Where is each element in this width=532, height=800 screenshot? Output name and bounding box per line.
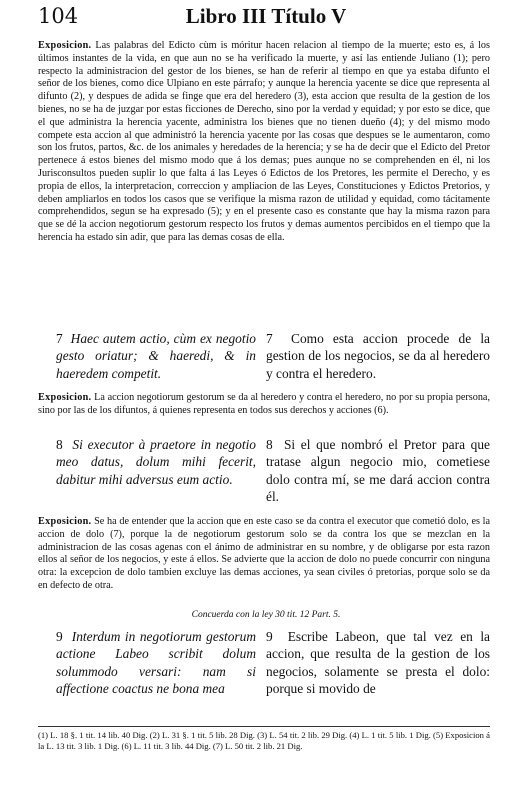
concordance-note: Concuerda con la ley 30 tit. 12 Part. 5. [191,610,341,620]
exposition-paragraph-2 [38,392,490,432]
spanish-section-8 [266,436,490,508]
running-header [38,4,494,34]
latin-section-8 [56,436,256,508]
spanish-section-9 [266,628,490,700]
spanish-text: Escribe Labeon, que tal vez en la accion, que resulta de la gestion de los negocios, solamente se presta el dolo: porque si movido de [266,629,490,697]
exposition-lead: Exposicion. [38,40,92,51]
section-number: 9 [56,629,63,644]
latin-text: Haec autem actio, cùm ex negotio gesto oriatur; & haeredi, & in haeredem competit. [56,331,256,381]
spanish-text: Como esta accion procede de la gestion de los negocios, se da al heredero y contra el heredero. [266,331,490,381]
spanish-text: Si el que nombró el Pretor para que tratase algun negocio mio, cometiese dolo contra mí, se me dará accion contra él. [266,437,490,505]
running-title: Libro III Título V [185,4,347,28]
exposition-lead: Exposicion. [38,392,92,403]
latin-text: Interdum in negotiorum gestorum actione Labeo scribit dolum solummodo versari: nam si affectione coactus ne bona mea [56,629,256,697]
exposition-paragraph-3 [38,516,490,608]
section-number: 8 [56,437,63,452]
exposition-paragraph-1 [38,40,490,322]
latin-section-7 [56,330,256,384]
footnotes: (1) L. 18 §. 1 tit. 14 lib. 40 Dig. (2) L. 31 §. 1 tit. 5 lib. 28 Dig. (3) L. 54 tit. 2 lib. 29 Dig. (4) L. 1 tit. 5 lib. 1 Dig. (5) Exposicion á la L. 13 tit. 3 lib. 1 Dig. (6) L. 11 tit. 3 lib. 44 Dig. (7) L. 50 tit. 2 lib. 21 Dig. [38,730,490,751]
exposition-text: Las palabras del Edicto cùm is móritur hacen relacion al tiempo de la muerte; esto es, á los últimos instantes de la vida, en que aun no se ha verificado la muerte, y así las entiende Juliano (1); pero respecto la administracion del gestor de los bienes, se han de referir al tiempo en que ya estaba difunto el señor de los bienes, como dice Ulpiano en este párrafo; y aunque la herencia yacente se dice que representa al difunto (2), y despues de adida se finge que era del heredero (3), esta accion que resulta de la gestion de los bienes, no se ha de juzgar por estas ficciones de Derecho, sino por la verdad y equidad; y por esto se dice, que el que administra la herencia yacente, administra los bienes que no tienen dueño (4); y del mismo modo compete esta accion al que administró la herencia yacente por las cosas que despues se le aumentaron, como son los frutos, partos, &c. de los animales y heredades de la herencia; y se ha de decir que el Edicto del Pretor pertenece á estos bienes del mismo modo que á los demas; pues aunque no se comprehenden en él, ni los Jurisconsultos pueden suplir lo que falta á las Leyes ó Edictos de los Pretores, les permite el Derecho, y es propia de ellos, la interpretacion, correccion y ampliacion de las Leyes, Constituciones y Edictos Pretorios, y deben ampliarlos en todos los casos que se verifique la misma razon de utilidad y equidad, como tácitamente comprehendidos, segun se ha expresado (5); y en el presente caso es constante que hay la misma razon para que se dé la accion negotiorum gestorum respecto los frutos y demas aumentos percibidos en el tiempo que la herencia ha estado sin adir, que para las demas cosas de ella. [38,40,490,243]
latin-section-9 [56,628,256,700]
exposition-text: Se ha de entender que la accion que en este caso se da contra el executor que cometió dolo, es la accion de dolo (7), porque la de negotiorum gestorum solo se da contra los que se mezclan en la administracion de las cosas agenas con el ánimo de administrar en su nombre, y de obligarse por esta razon ellos al señor de los negocios, y este á ellos. Se advierte que la accion de dolo no puede concurrir con ninguna otra: la excepcion de dolo tambien excluye las demas acciones, ya sean civiles ó pretorias, porque solo se da en defecto de otra. [38,516,490,591]
section-number: 7 [56,331,63,346]
section-number: 7 [266,331,273,346]
latin-text: Si executor à praetore in negotio meo datus, dolum mihi fecerit, dabitur mihi adversus eum actio. [56,437,256,487]
exposition-lead: Exposicion. [38,516,92,527]
section-number: 8 [266,437,273,452]
section-number: 9 [266,629,273,644]
spanish-section-7 [266,330,490,384]
page-number: 104 [38,4,79,28]
footnote-rule [38,726,490,727]
exposition-text: La accion negotiorum gestorum se da al heredero y contra el heredero, no por su propia persona, sino por las de los difuntos, á quienes representa en todos sus derechos y acciones (6). [38,392,490,416]
